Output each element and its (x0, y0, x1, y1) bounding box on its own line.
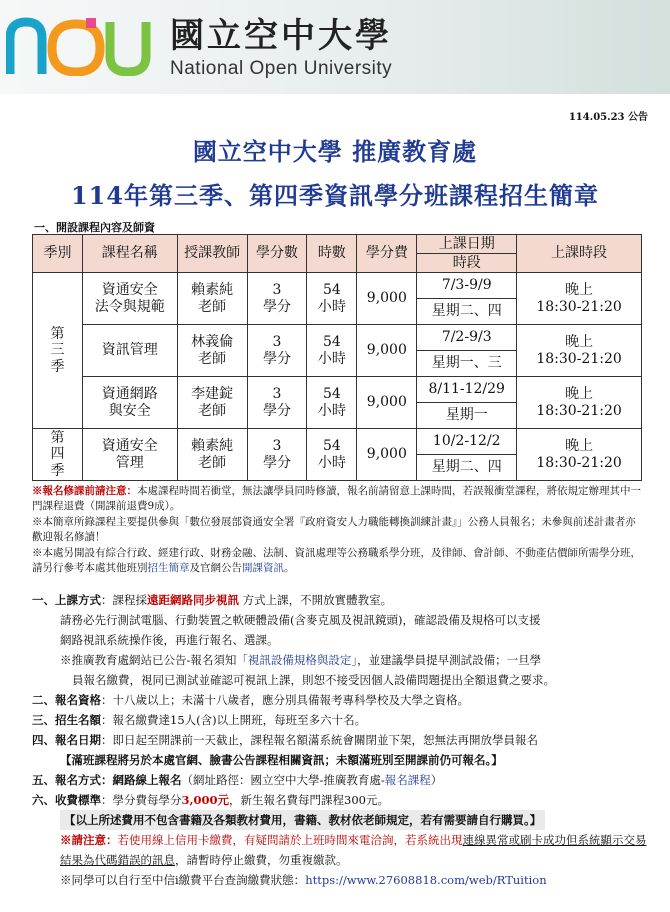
item-1-text-b: 方式上課，不開放實體教室。 (242, 593, 393, 607)
fee-cell: 9,000 (357, 429, 417, 481)
page-title: 國立空中大學 推廣教育處 (192, 137, 478, 166)
item-6-warn-end: ，請暫時停止繳費，勿重複繳款。 (175, 853, 348, 867)
admission-guide-link[interactable]: 招生簡章 (147, 562, 190, 574)
video-spec-link[interactable]: 視訊設備規格與設定 (247, 653, 352, 667)
header-period: 時段 (417, 254, 517, 273)
fee-cell: 9,000 (357, 325, 417, 377)
header-season: 季別 (33, 235, 83, 273)
note-2: ※本簡章所錄課程主要提供參與「數位發展部資通安全署『政府資安人力職能轉換訓練計畫』」公務人員報名；未參與前述計畫者亦歡迎報名修讀！ (32, 516, 636, 543)
season-cell: 第 四 季 (33, 429, 83, 481)
item-6-warn-label: ※請注意： (60, 833, 118, 847)
note-1 (32, 484, 644, 514)
item-1-note-a: ※推廣教育處網站已公告-報名須知「 (60, 653, 248, 667)
item-6-query-text: ※同學可以自行至中信i繳費平台查詢繳費狀態： (60, 873, 306, 887)
item-1-label: 一、上課方式 (32, 593, 101, 607)
school-name-en: National Open University (170, 58, 393, 79)
days-cell: 星期二、四 (417, 455, 517, 481)
admission-details (32, 590, 652, 890)
item-1-highlight: 遠距網路同步視訊 (147, 593, 239, 607)
dates-cell: 7/3-9/9 (417, 273, 517, 299)
section-heading: 一、開設課程內容及師資 (34, 221, 155, 234)
credits-cell: 3 學分 (247, 377, 307, 429)
credits-cell: 3 學分 (247, 429, 307, 481)
item-1-note-c: 員報名繳費，視同已測試並確認可視訊上課，則恕不接受因個人設備問題提出全額退費之要求。 (72, 673, 555, 687)
nou-logo-icon (6, 16, 156, 76)
time-cell: 晚上 18:30-21:20 (517, 429, 642, 481)
item-3 (32, 710, 652, 730)
fee-cell: 9,000 (357, 273, 417, 325)
item-4-label: 四、報名日期 (32, 733, 101, 747)
school-name-cn: 國立空中大學 (170, 16, 392, 56)
course-cell: 資通網路 與安全 (82, 377, 177, 429)
fee-cell: 9,000 (357, 377, 417, 429)
item-1 (32, 590, 652, 610)
course-cell: 資通安全 管理 (82, 429, 177, 481)
note-1-label: ※報名修課前請注意： (32, 485, 137, 497)
course-cell: 資通安全 法令與規範 (82, 273, 177, 325)
item-5-text: （網址路徑：國立空中大學-推廣教育處- (181, 773, 385, 787)
item-2-text: ：十八歲以上；未滿十八歲者，應分別具備報考專科學校及大學之資格。 (101, 693, 469, 707)
course-cell: 資訊管理 (82, 325, 177, 377)
hours-cell: 54 小時 (307, 325, 357, 377)
register-course-link[interactable]: 報名課程 (384, 773, 431, 787)
course-table (32, 234, 642, 481)
item-6-box-text: 【以上所述費用不包含書籍及各類教材費用，書籍、教材依老師規定，若有需要請自行購買。】 (60, 810, 545, 830)
season-cell: 第 三 季 (33, 273, 83, 429)
header-time: 上課時段 (517, 235, 642, 273)
header-teacher: 授課教師 (177, 235, 247, 273)
item-4 (32, 730, 652, 750)
header-hours: 時數 (307, 235, 357, 273)
item-3-text: ：報名繳費達15人(含)以上開班，每班至多六十名。 (101, 713, 367, 727)
item-6-warn-text: 若使用線上信用卡繳費，有疑問請於上班時間來電洽詢，若系統出現 (117, 833, 463, 847)
item-2 (32, 690, 652, 710)
dates-cell: 8/11-12/29 (417, 377, 517, 403)
item-5-bold: ：網路線上報名 (101, 773, 182, 787)
days-cell: 星期二、四 (417, 299, 517, 325)
item-6-warn-underline: 連線異常或刷卡成功但系統顯示交易結果為代碼錯誤的訊息 (60, 833, 647, 867)
item-1-note-b: 」，並建議學員提早測試設備；一旦學 (351, 653, 542, 667)
hours-cell: 54 小時 (307, 273, 357, 325)
item-6-text-b: ，新生報名費每門課程300元。 (229, 793, 389, 807)
header-dates: 上課日期 (417, 235, 517, 254)
notes (32, 484, 644, 577)
days-cell: 星期一、三 (417, 351, 517, 377)
item-6-highlight: 3,000元 (181, 793, 230, 807)
item-3-label: 三、招生名額 (32, 713, 101, 727)
days-cell: 星期一 (417, 403, 517, 429)
item-6 (32, 790, 652, 810)
dates-cell: 10/2-12/2 (417, 429, 517, 455)
note-3-text: ※本處另開設有綜合行政、經建行政、財務金融、法制、資訊處理等公務職系學分班，及律師、會計師、不動產估價師所需學分班，請另行參考本處其他班別 (32, 547, 641, 574)
credits-cell: 3 學分 (247, 325, 307, 377)
time-cell: 晚上 18:30-21:20 (517, 325, 642, 377)
note-3 (32, 546, 644, 576)
item-5-end: ） (430, 773, 443, 787)
page-subtitle: 114年第三季、第四季資訊學分班課程招生簡章 (70, 181, 600, 210)
table-row (33, 273, 642, 299)
item-5-label: 五、報名方式 (32, 773, 101, 787)
item-1-text-a: ：課程採 (101, 593, 147, 607)
course-table-body (33, 273, 642, 481)
item-2-label: 二、報名資格 (32, 693, 101, 707)
course-info-link[interactable]: 開課資訊 (242, 562, 284, 574)
item-1-line2: 請務必先行測試電腦、行動裝置之軟硬體設備(含麥克風及視訊鏡頭)，確認設備及規格可以支援 (60, 613, 541, 627)
teacher-cell: 李建錠 老師 (177, 377, 247, 429)
teacher-cell: 林義倫 老師 (177, 325, 247, 377)
time-cell: 晚上 18:30-21:20 (517, 377, 642, 429)
item-6-query (32, 870, 652, 890)
item-4-text: ：即日起至開課前一天截止，課程報名額滿系統會關閉並下架，恕無法再開放學員報名 (101, 733, 538, 747)
item-6-box (32, 810, 652, 830)
item-5 (32, 770, 652, 790)
hours-cell: 54 小時 (307, 377, 357, 429)
table-row (33, 429, 642, 455)
page-header (0, 0, 670, 94)
table-row (33, 325, 642, 351)
teacher-cell: 賴素純 老師 (177, 273, 247, 325)
note-3-mid: 及官網公告 (189, 562, 242, 574)
item-4-box (32, 750, 652, 770)
item-1-note (32, 650, 652, 670)
item-4-box-text: 【滿班課程將另於本處官網、臉書公告課程相關資訊；未額滿班別至開課前仍可報名。】 (60, 753, 503, 767)
announcement-date: 114.05.23 公告 (568, 112, 648, 123)
note-1-text: 本處課程時間若衝堂，無法讓學員同時修讀，報名前請留意上課時間，若誤報衝堂課程，將依規定辦理其中一門課程退費（開課前退費9成）。 (32, 485, 641, 512)
item-6-text-a: ：學分費每學分 (101, 793, 182, 807)
table-row (33, 377, 642, 403)
header-credits: 學分數 (247, 235, 307, 273)
header-course: 課程名稱 (82, 235, 177, 273)
header-fee: 學分費 (357, 235, 417, 273)
dates-cell: 7/2-9/3 (417, 325, 517, 351)
note-3-end: 。 (284, 562, 295, 574)
teacher-cell: 賴素純 老師 (177, 429, 247, 481)
item-6-label: 六、收費標準 (32, 793, 101, 807)
credits-cell: 3 學分 (247, 273, 307, 325)
time-cell: 晚上 18:30-21:20 (517, 273, 642, 325)
item-6-warn (32, 830, 652, 870)
hours-cell: 54 小時 (307, 429, 357, 481)
item-1-line3: 網路視訊系統操作後，再進行報名、選課。 (60, 633, 279, 647)
payment-query-link[interactable]: https://www.27608818.com/web/RTuition (305, 873, 547, 887)
